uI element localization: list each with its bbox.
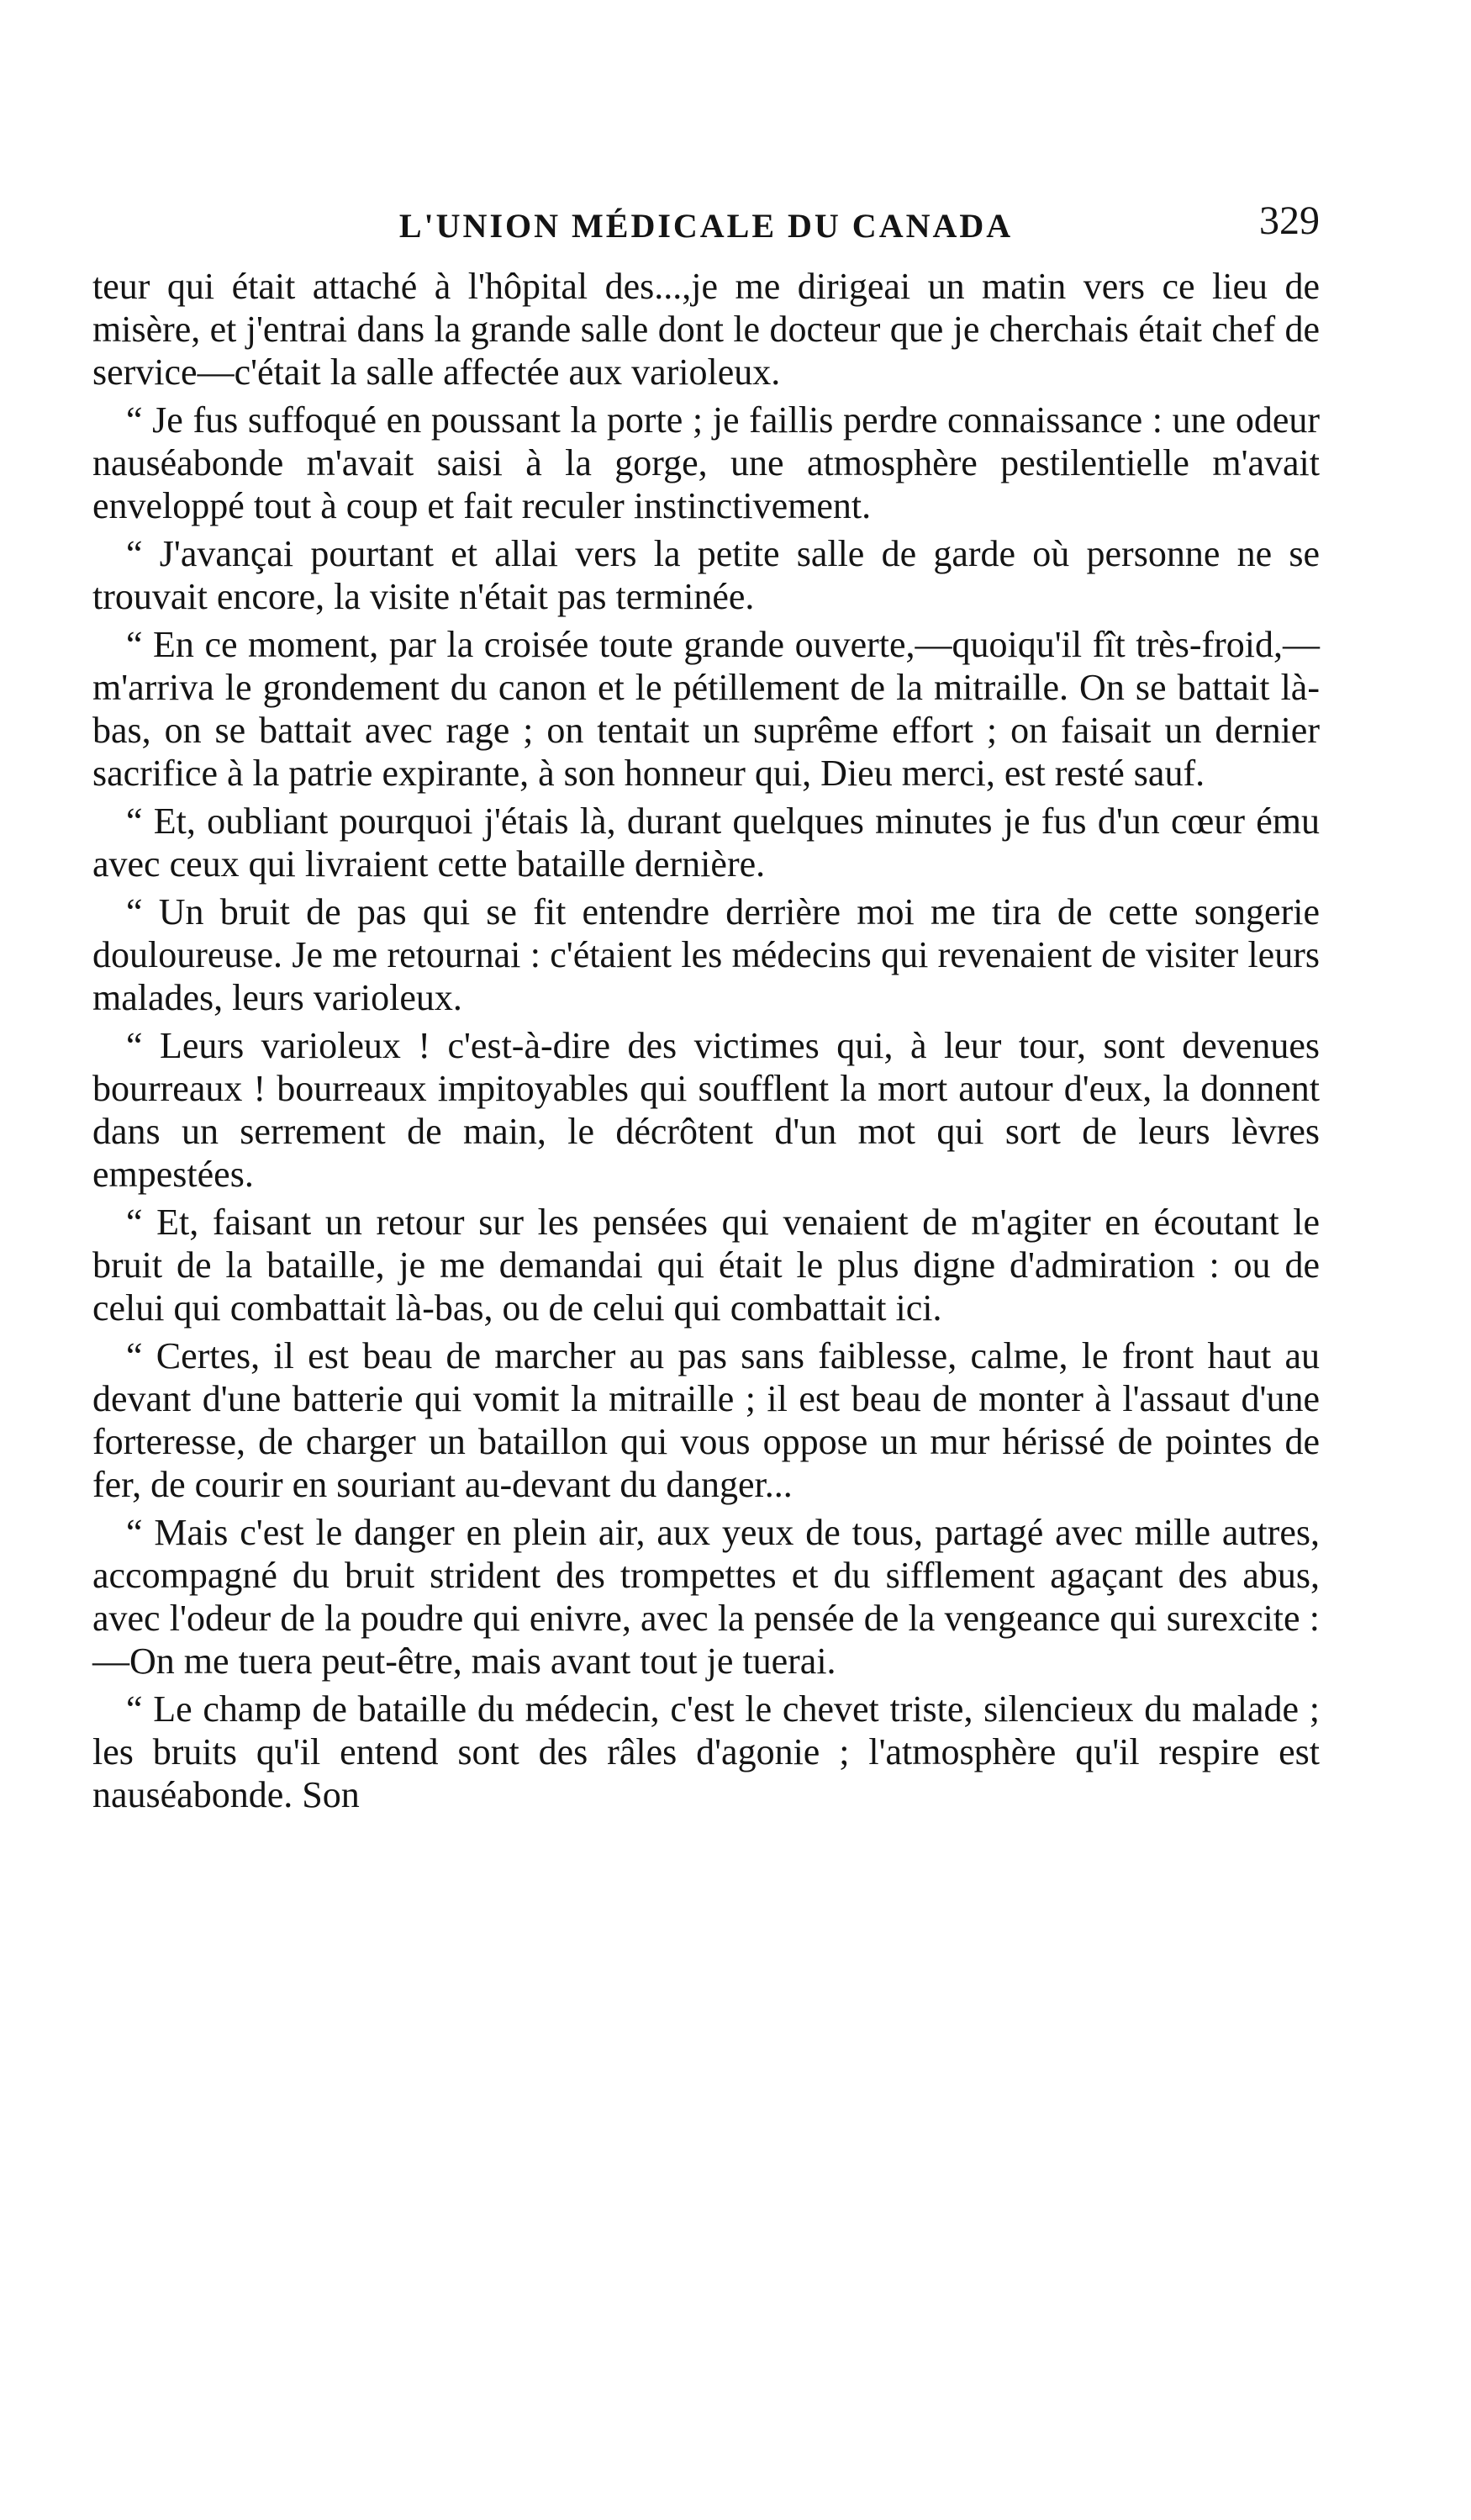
paragraph: “ Et, faisant un retour sur les pensées qui venaient de m'agiter en écoutant le bruit de la bataille, je me demandai qui était le plus digne d'admiration : ou de celui qui combattait là-bas, ou de celui qui combattait ici. — [92, 1202, 1320, 1329]
paragraph: “ J'avançai pourtant et allai vers la petite salle de garde où personne ne se trouvait encore, la visite n'était pas terminée. — [92, 533, 1320, 617]
body-text — [92, 265, 1320, 1816]
paragraph: “ En ce moment, par la croisée toute grande ouverte,—quoiqu'il fît très-froid,—m'arriva le grondement du canon et le pétillement de la mitraille. On se battait là-bas, on se battait avec rage ; on tentait un suprême effort ; on faisait un dernier sacrifice à la patrie expirante, à son honneur qui, Dieu merci, est resté sauf. — [92, 624, 1320, 794]
paragraph: teur qui était attaché à l'hôpital des...,je me dirigeai un matin vers ce lieu de misère, et j'entrai dans la grande salle dont le docteur que je cherchais était chef de service—c'était la salle affectée aux varioleux. — [92, 266, 1320, 393]
paragraph: “ Mais c'est le danger en plein air, aux yeux de tous, partagé avec mille autres, accompagné du bruit strident des trompettes et du sifflement agaçant des abus, avec l'odeur de la poudre qui enivre, avec la pensée de la vengeance qui surexcite :—On me tuera peut-être, mais avant tout je tuerai. — [92, 1512, 1320, 1682]
paragraph: “ Leurs varioleux ! c'est-à-dire des victimes qui, à leur tour, sont devenues bourreaux ! bourreaux impitoyables qui soufflent la mort autour d'eux, la donnent dans un serrement de main, le décrôtent d'un mot qui sort de leurs lèvres empestées. — [92, 1025, 1320, 1195]
page-number: 329 — [1259, 198, 1320, 243]
book-page — [92, 172, 1320, 1816]
paragraph: “ Je fus suffoqué en poussant la porte ; je faillis perdre connaissance : une odeur nauséabonde m'avait saisi à la gorge, une atmosphère pestilentielle m'avait enveloppé tout à coup et fait reculer instinctivement. — [92, 399, 1320, 526]
page-header — [92, 172, 1320, 265]
paragraph: “ Le champ de bataille du médecin, c'est le chevet triste, silencieux du malade ; les bruits qu'il entend sont des râles d'agonie ; l'atmosphère qu'il respire est nauséabonde. Son — [92, 1688, 1320, 1815]
paragraph: “ Certes, il est beau de marcher au pas sans faiblesse, calme, le front haut au devant d'une batterie qui vomit la mitraille ; il est beau de monter à l'assaut d'une forteresse, de charger un bataillon qui vous oppose un mur hérissé de pointes de fer, de courir en souriant au-devant du danger... — [92, 1335, 1320, 1505]
paragraph: “ Et, oubliant pourquoi j'étais là, durant quelques minutes je fus d'un cœur ému avec ceux qui livraient cette bataille dernière. — [92, 800, 1320, 885]
paragraph: “ Un bruit de pas qui se fit entendre derrière moi me tira de cette songerie douloureuse. Je me retournai : c'étaient les médecins qui revenaient de visiter leurs malades, leurs varioleux. — [92, 891, 1320, 1018]
running-title: L'UNION MÉDICALE DU CANADA — [398, 207, 1014, 245]
